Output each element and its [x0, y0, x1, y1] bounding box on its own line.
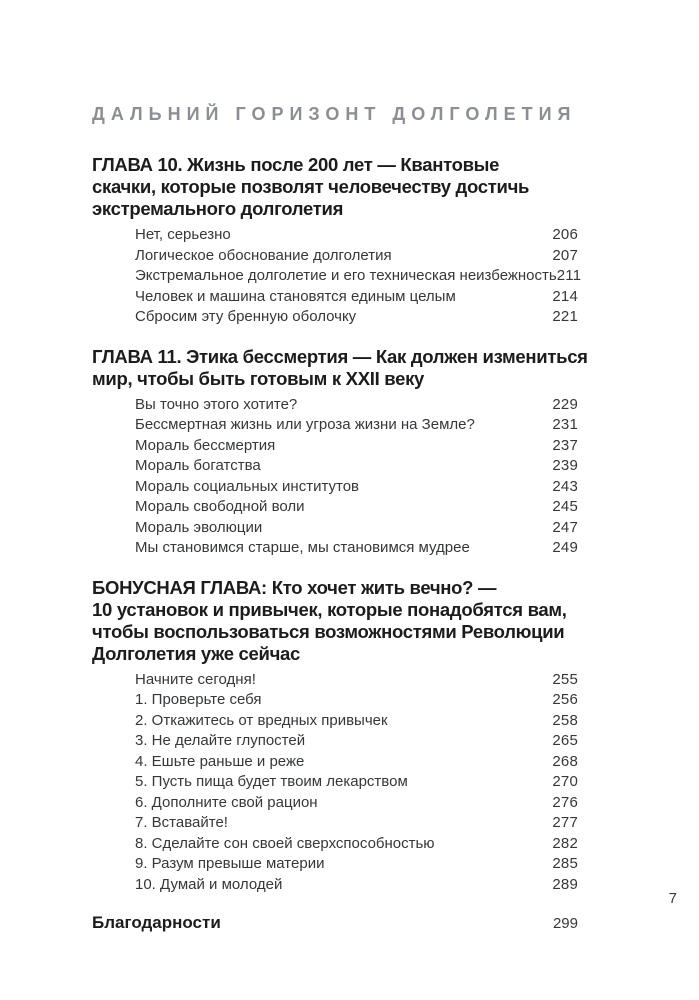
entry-label: Мораль свободной воли [135, 498, 305, 515]
toc-entry [92, 518, 578, 539]
section-title-line: чтобы воспользоваться возможностями Революции [92, 620, 565, 642]
toc-entry [92, 772, 578, 793]
entry-page-number: 289 [552, 875, 578, 893]
entry-label: Человек и машина становятся единым целым [135, 287, 456, 305]
section-title [92, 154, 578, 220]
toc-entry [92, 752, 578, 773]
toc-entry [92, 246, 578, 267]
entry-label: Логическое обоснование долголетия [135, 246, 392, 264]
entry-label: Экстремальное долголетие и его техническая неизбежность [135, 267, 557, 284]
toc-entry [92, 497, 578, 518]
entry-label: 1. Проверьте себя [135, 691, 262, 708]
section-title-line: БОНУСНАЯ ГЛАВА: Кто хочет жить вечно? — [92, 576, 497, 598]
toc-section-chapter-10 [92, 154, 582, 328]
toc-entry [92, 538, 578, 559]
toc-entry [92, 395, 578, 416]
entry-page-number: 299 [552, 915, 578, 932]
entry-label: Мораль эволюции [135, 518, 263, 536]
entry-label: 2. Откажитесь от вредных привычек [135, 711, 388, 729]
entry-page-number: 249 [552, 539, 578, 556]
entry-page-number: 256 [552, 691, 578, 708]
toc-entry [92, 225, 578, 246]
entry-page-number: 276 [552, 793, 578, 811]
toc-entry [92, 711, 578, 732]
folio-page-number: 7 [668, 890, 677, 907]
entry-page-number: 229 [552, 395, 578, 413]
section-title-line: экстремального долголетия [92, 198, 344, 219]
toc-entry [92, 854, 578, 875]
entry-label: Вы точно этого хотите? [135, 395, 298, 413]
entry-page-number: 206 [552, 226, 578, 243]
entry-label: Начните сегодня! [135, 670, 256, 688]
entry-page-number: 211 [556, 267, 582, 284]
section-title-line: скачки, которые позволят человечеству достичь [92, 176, 530, 197]
entry-label: Мораль социальных институтов [135, 477, 360, 495]
entry-page-number: 247 [552, 518, 578, 536]
entry-page-number: 231 [552, 416, 578, 433]
entry-page-number: 243 [552, 477, 578, 495]
section-entries [92, 395, 578, 559]
section-entries [92, 670, 578, 896]
acknowledgments-row [92, 913, 578, 933]
entry-page-number: 245 [552, 498, 578, 515]
entry-page-number: 258 [552, 711, 578, 729]
entry-label: 9. Разум превыше материи [135, 855, 325, 872]
toc-entry [92, 287, 578, 308]
part-title: ДАЛЬНИЙ ГОРИЗОНТ ДОЛГОЛЕТИЯ [92, 104, 577, 124]
toc-section-chapter-11 [92, 345, 588, 559]
entry-page-number: 282 [552, 834, 578, 852]
entry-page-number: 270 [552, 773, 578, 790]
section-title [92, 577, 578, 665]
toc-entry [92, 477, 578, 498]
entry-label: 8. Сделайте сон своей сверхспособностью [135, 834, 435, 852]
toc-entry [92, 813, 578, 834]
entry-label: 3. Не делайте глупостей [135, 732, 306, 749]
entry-page-number: 221 [552, 308, 578, 325]
entry-label: 5. Пусть пища будет твоим лекарством [135, 773, 408, 790]
section-title-line: мир, чтобы быть готовым к XXII веку [92, 367, 425, 389]
entry-page-number: 285 [552, 855, 578, 872]
entry-page-number: 277 [552, 814, 578, 831]
toc-entry [92, 731, 578, 752]
toc-entry [92, 670, 578, 691]
entry-page-number: 239 [552, 457, 578, 474]
entry-page-number: 265 [552, 732, 578, 749]
entry-label: Мы становимся старше, мы становимся мудрее [135, 539, 470, 556]
section-title-line: ГЛАВА 10. Жизнь после 200 лет — Квантовые [92, 154, 500, 175]
entry-label: Мораль богатства [135, 457, 261, 474]
entry-label: Нет, серьезно [135, 226, 231, 243]
entry-label: Мораль бессмертия [135, 436, 276, 454]
entry-page-number: 214 [552, 287, 578, 305]
toc-entry [92, 266, 582, 287]
toc-entry [92, 793, 578, 814]
entry-label: 4. Ешьте раньше и реже [135, 752, 305, 770]
toc-entry [92, 690, 578, 711]
entry-label: 6. Дополните свой рацион [135, 793, 318, 811]
entry-page-number: 237 [552, 436, 578, 454]
entry-label: 10. Думай и молодей [135, 875, 283, 893]
section-title [92, 345, 588, 390]
section-title-line: ГЛАВА 11. Этика бессмертия — Как должен измениться [92, 345, 588, 367]
toc-entry [92, 436, 578, 457]
section-entries [92, 225, 582, 328]
section-title-line: Долголетия уже сейчас [92, 642, 301, 664]
toc-entry [92, 456, 578, 477]
toc-entry [92, 834, 578, 855]
entry-page-number: 268 [552, 752, 578, 770]
toc-entry [92, 875, 578, 896]
entry-label: 7. Вставайте! [135, 814, 228, 831]
toc-section-bonus-chapter [92, 577, 578, 896]
entry-label: Сбросим эту бренную оболочку [135, 308, 357, 325]
entry-label: Бессмертная жизнь или угроза жизни на Земле? [135, 416, 475, 433]
section-title-line: 10 установок и привычек, которые понадобятся вам, [92, 598, 567, 620]
toc-entry [92, 415, 578, 436]
entry-page-number: 207 [552, 246, 578, 264]
entry-page-number: 255 [552, 670, 578, 688]
table-of-contents [92, 104, 588, 933]
acknowledgments-label: Благодарности [92, 913, 221, 932]
toc-entry [92, 307, 578, 328]
